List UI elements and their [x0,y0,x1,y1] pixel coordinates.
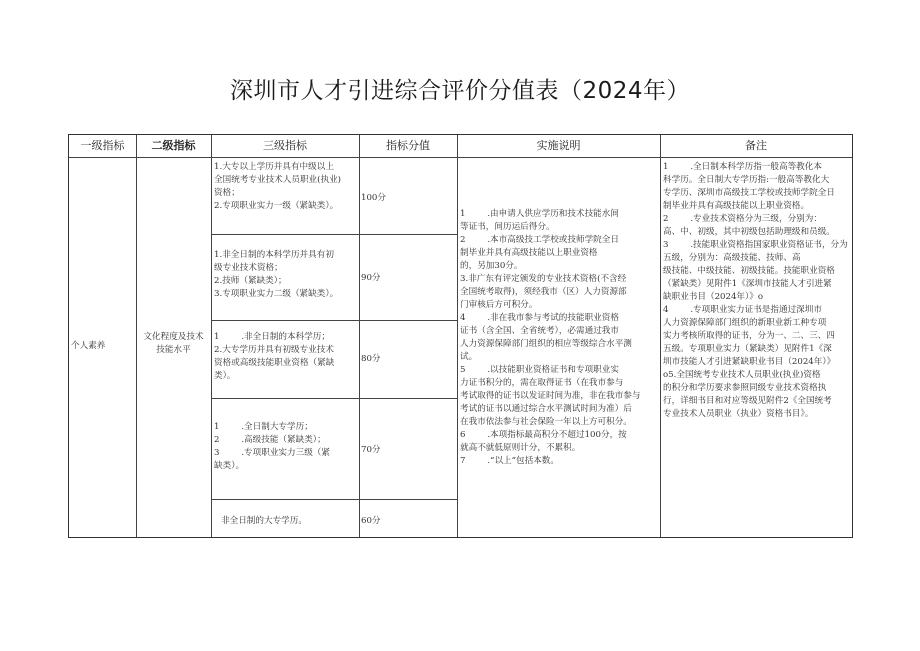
row-divider [211,320,457,321]
header-notes: 实施说明 [536,139,581,152]
criteria-row-2: 1.非全日制的本科学历并具有初 级专业技术资格； 2.技师（紧缺类）； 3.专项职业实力二级（紧缺类）。 [214,250,339,299]
level1-value: 个人素养 [71,341,106,351]
criteria-row-3: 1 .非全日制的本科学历； 2.大专学历并具有初级专业技术 资格或高级技能职业资格（紧缺 类）。 [214,332,335,381]
row-divider [211,499,457,500]
criteria-row-4: 1 .全日制大专学历； 2 .高级技能（紧缺类）； 3 .专项职业实力三级（紧 缺类）。 [214,422,330,471]
header-score: 指标分值 [386,139,430,152]
col-divider [211,135,212,537]
criteria-row-1: 1.大专以上学历并具有中级以上 全国统考专业技术人员职业(执业) 资格； 2.专项职业实力一级（紧缺类）。 [214,162,342,211]
col-divider [457,135,458,537]
row-divider [211,234,457,235]
score-row-3: 80分 [361,354,381,364]
score-row-5: 60分 [361,516,381,526]
page-title: 深圳市人才引进综合评价分值表（2024年） [229,78,691,104]
score-table [68,134,853,538]
score-row-4: 70分 [361,445,381,455]
level2-value: 文化程度及技术 技能水平 [143,332,204,355]
header-level3: 三级指标 [263,139,307,152]
implementation-notes: 1 .由申请人供应学历和技术技能水间 等证书，间历运后得分。 2 .本市高级技工学校或技师学院全日 制毕业并具有高级技能以上职业资格 的，另加30分。 3.非广东有评定颁发的专业技术资格(不含经 全国统考取得)，须经我市（区）人力资源部 门审核后方可积分。 4 .非在我市参与考试的技能职业资格 证书（含全国、全省统考），必需通过我市 人力资源保障部门组织的相应等级综合水平测 试。 5 .以技能职业资格证书和专项职业实 力证书积分的，需在取得证书（在我市参与 考试取得的证书以发证时间为准，非在我市参与 考试的证书以通过综合水平测试时间为准）后 在我市依法参与社会保险一年以上方可积分。 6 .本项指标最高积分不超过100分，按 就高不就低原则计分，不累积。 7 .“以上”包括本数。 [460,209,641,466]
header-level1: 一级指标 [80,139,125,152]
header-divider [69,157,852,158]
remarks: 1 .全日制本科学历指一般高等教化本 科学历。全日制大专学历指:一般高等教化大 专学历、深圳市高级技工学校或技师学院全日 制毕业并具有高级技能以上职业资格。 2 .专业技术资格分为三级，分别为： 高、中、初级，其中初级包括助理级和员级。 3 .技能职业资格指国家职业资格证书，分为五级，分别为：高级技能、技师、高 级技能、中级技能、初级技能。技能职业资格 （紧缺类）见附件1《深圳市技能人才引进紧 缺职业书目（2024年）》o 4 .专项职业实力证书是指通过深圳市 人力资源保障部门组织的新职业新工种专项 实力考核所取得的证书，分为一、二、三、四 五级。专项职业实力（紧缺类）见附件1《深 圳市技能人才引进紧缺职业书目（2024年）》 o5.全国统考专业技术人员职业(执业)资格 的积分和学历要求参照同级专业技术资格执 行，详细书目和对应等级见附件2《全国统考 专业技术人员职业（执业）资格书目》。 [663,162,848,419]
criteria-row-5: 非全日制的大专学历。 [221,516,307,526]
header-remarks: 备注 [745,139,767,152]
col-divider [359,135,360,537]
row-divider [211,398,457,399]
score-row-2: 90分 [361,273,381,283]
col-divider [660,135,661,537]
score-row-1: 100分 [361,193,386,203]
header-level2: 二级指标 [151,139,196,152]
